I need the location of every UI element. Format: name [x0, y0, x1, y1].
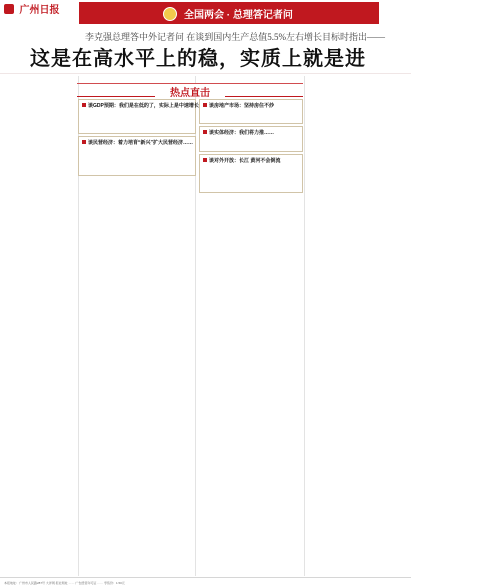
article-subtitle: 李克强总理答中外记者问 在谈到国内生产总值5.5%左右增长目标时指出—— — [85, 32, 385, 42]
national-emblem-icon — [163, 7, 177, 21]
issue-date: 2015年3月16日 星期一 — [418, 5, 459, 10]
hot-topic-heading: 谈实体经济：我们将力推…… — [200, 127, 302, 137]
hot-topic-item — [199, 99, 303, 124]
hot-topic-item — [78, 99, 199, 134]
section-title: 全国两会 · 总理答记者问 — [184, 10, 293, 21]
bullet-icon — [82, 140, 86, 144]
column-1 — [1, 76, 77, 576]
hot-topic-heading: 谈房地产市场：坚持房住不炒 — [200, 100, 302, 110]
hot-topic-heading: 谈民营经济：着力培育“新兴”扩大民营经济…… — [79, 137, 195, 147]
hot-topic-heading: 谈对外开放：长江 黄河不会倒流 — [200, 155, 302, 165]
logo-text: 广州日报 — [19, 5, 60, 16]
hot-topic-item — [199, 126, 303, 152]
page-footer: 本报地址：广州市人民路287号 大洋网 报社网址 …… 广告经营许可证 …… 零售价：1.50元 — [0, 577, 411, 587]
headline-divider — [0, 73, 411, 74]
bullet-icon — [203, 130, 207, 134]
bullet-icon — [203, 103, 207, 107]
article-body — [0, 76, 411, 576]
page-number: 3 — [471, 5, 478, 19]
bullet-icon — [82, 103, 86, 107]
hot-topics-title: 热点直击 — [155, 84, 225, 97]
hot-topic-item — [78, 136, 196, 176]
hot-topic-item — [199, 154, 303, 193]
logo-icon — [4, 4, 14, 14]
column-4 — [305, 76, 408, 576]
header-bar — [0, 0, 478, 30]
article-headline: 这是在高水平上的稳，实质上就是进 — [30, 48, 366, 70]
newspaper-logo — [4, 3, 62, 19]
hot-topic-heading: 谈GDP预期：我们是在低的了，实际上是中速增长 — [79, 100, 195, 110]
section-banner — [79, 2, 478, 24]
column-divider — [304, 76, 305, 576]
bullet-icon — [203, 158, 207, 162]
hot-topics-box — [77, 83, 303, 195]
